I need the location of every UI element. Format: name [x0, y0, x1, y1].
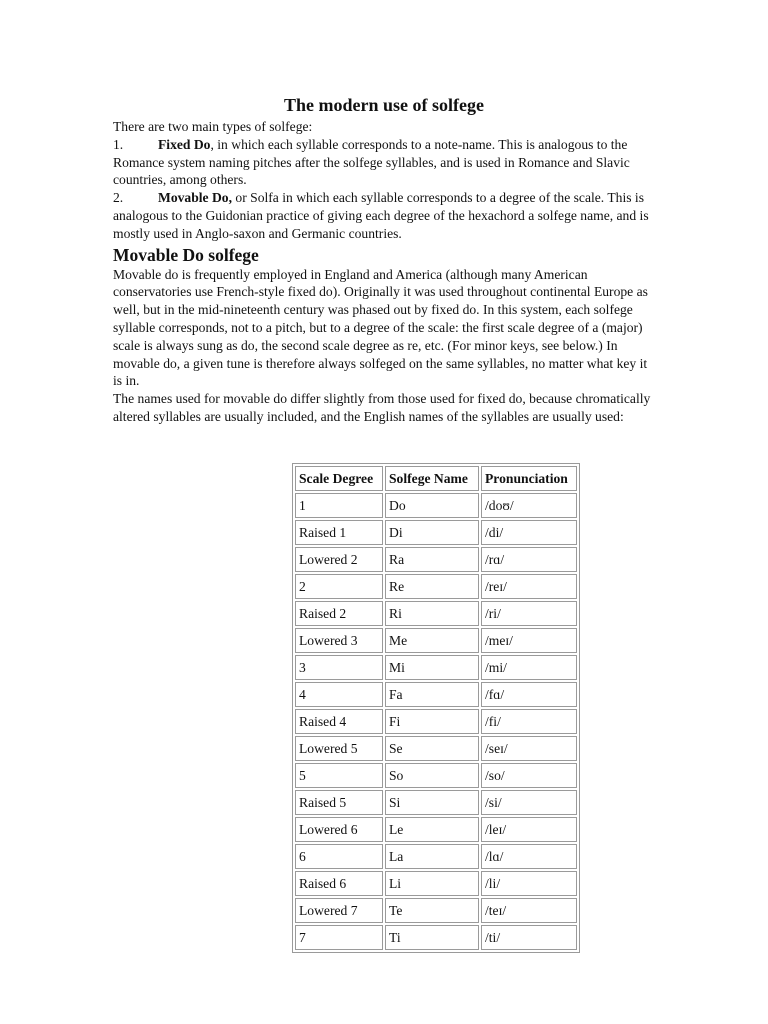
table-row [295, 844, 577, 869]
list-item-text: , in which each syllable corresponds to a note-name. This is analogous to the Romance system naming pitches after the solfege syllables, and is used in Romance and Slavic countries, among others. [113, 136, 630, 188]
table-cell: Ri [385, 601, 479, 626]
table-cell: /so/ [481, 763, 577, 788]
table-cell: Le [385, 817, 479, 842]
table-cell: Ti [385, 925, 479, 950]
table-cell: /li/ [481, 871, 577, 896]
term-fixed-do: Fixed Do [158, 136, 211, 152]
table-cell: Te [385, 898, 479, 923]
table-row [295, 790, 577, 815]
table-cell: /rɑ/ [481, 547, 577, 572]
table-row [295, 520, 577, 545]
table-row [295, 871, 577, 896]
table-cell: /reɪ/ [481, 574, 577, 599]
table-cell: /di/ [481, 520, 577, 545]
table-cell: Fi [385, 709, 479, 734]
table-row [295, 817, 577, 842]
table-cell: /seɪ/ [481, 736, 577, 761]
table-cell: Li [385, 871, 479, 896]
table-cell: /fi/ [481, 709, 577, 734]
table-cell: Lowered 6 [295, 817, 383, 842]
table-cell: Ra [385, 547, 479, 572]
table-cell: Di [385, 520, 479, 545]
list-number: 1. [113, 136, 124, 152]
list-number: 2. [113, 190, 124, 206]
table-cell: 6 [295, 844, 383, 869]
table-cell: Lowered 5 [295, 736, 383, 761]
table-cell: Lowered 3 [295, 628, 383, 653]
table-cell: Raised 1 [295, 520, 383, 545]
paragraph: Movable do is frequently employed in England and America (although many American conservatories use French-style fixed do). Originally it was used throughout continental Europe as well, but in the mid-nineteenth century was phased out by fixed do. In this system, each solfege syllable corresponds, not to a pitch, but to a degree of the scale: the first scale degree of a (major) scale is always sung as do, the second scale degree as re, etc. (For minor keys, see below.) In movable do, a given tune is therefore always solfeged on the same syllables, no matter what key it is in. [113, 266, 648, 389]
table-cell: /ri/ [481, 601, 577, 626]
table-cell: /teɪ/ [481, 898, 577, 923]
table-row [295, 736, 577, 761]
table-cell: Lowered 2 [295, 547, 383, 572]
table-cell: Raised 5 [295, 790, 383, 815]
table-cell: /leɪ/ [481, 817, 577, 842]
table-row [295, 628, 577, 653]
paragraph: The names used for movable do differ slightly from those used for fixed do, because chromatically altered syllables are usually included, and the English names of the syllables are usually used: [113, 391, 651, 424]
table-cell: /mi/ [481, 655, 577, 680]
table-cell: /ti/ [481, 925, 577, 950]
table-cell: Se [385, 736, 479, 761]
table-cell: /fɑ/ [481, 682, 577, 707]
table-row [295, 574, 577, 599]
section-heading: Movable Do solfege [113, 244, 259, 265]
table-row [295, 925, 577, 950]
table-cell: /meɪ/ [481, 628, 577, 653]
table-cell: Mi [385, 655, 479, 680]
table-cell: 4 [295, 682, 383, 707]
table-cell: Raised 4 [295, 709, 383, 734]
term-movable-do: Movable Do, [158, 190, 233, 206]
table-cell: Lowered 7 [295, 898, 383, 923]
list-item-text: or Solfa in which each syllable corresponds to a degree of the scale. This is analogous to the Guidonian practice of giving each degree of the hexachord a solfege name, and is mostly used in Anglo-saxon and Germanic countries. [113, 190, 649, 241]
table-cell: Raised 2 [295, 601, 383, 626]
list-item-fixed-do [113, 136, 658, 189]
table-header-row [295, 466, 577, 491]
table-row [295, 898, 577, 923]
table-cell: /doʊ/ [481, 493, 577, 518]
list-item-movable-do [113, 189, 658, 242]
document-body [113, 118, 658, 426]
table-cell: 5 [295, 763, 383, 788]
table-cell: So [385, 763, 479, 788]
table-row [295, 682, 577, 707]
table-row [295, 709, 577, 734]
table-row [295, 493, 577, 518]
table-cell: /lɑ/ [481, 844, 577, 869]
table-body [295, 493, 577, 950]
column-header: Solfege Name [385, 466, 479, 491]
solfege-table [292, 463, 580, 953]
column-header: Scale Degree [295, 466, 383, 491]
table-cell: 3 [295, 655, 383, 680]
table-row [295, 547, 577, 572]
table-cell: 1 [295, 493, 383, 518]
table-cell: Re [385, 574, 479, 599]
table-cell: 2 [295, 574, 383, 599]
table-cell: Fa [385, 682, 479, 707]
table-cell: Do [385, 493, 479, 518]
intro-text: There are two main types of solfege: [113, 119, 313, 134]
table-row [295, 601, 577, 626]
column-header: Pronunciation [481, 466, 577, 491]
table-cell: Me [385, 628, 479, 653]
table-cell: La [385, 844, 479, 869]
page-title: The modern use of solfege [284, 95, 484, 115]
table-cell: 7 [295, 925, 383, 950]
table-row [295, 655, 577, 680]
table-cell: Si [385, 790, 479, 815]
table-cell: /si/ [481, 790, 577, 815]
table-row [295, 763, 577, 788]
table-cell: Raised 6 [295, 871, 383, 896]
